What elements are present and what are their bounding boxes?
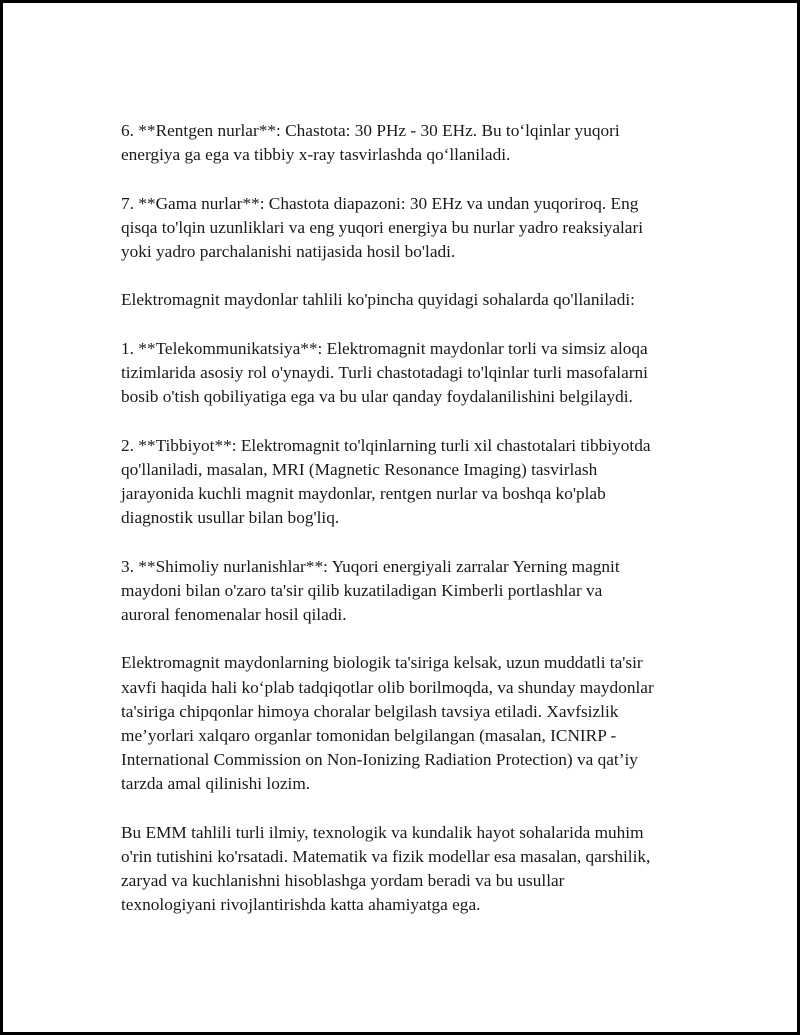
paragraph-x-ray <box>121 119 691 167</box>
text-line: Elektromagnit maydonlar tahlili ko'pincha quyidagi sohalarda qo'llaniladi: <box>121 290 635 310</box>
paragraph-telecommunications <box>121 337 691 410</box>
text-line: tizimlarida asosiy rol o'ynaydi. Turli chastotadagi to'lqinlar turli masofalarni <box>121 362 648 382</box>
text-line: qisqa to'lqin uzunliklari va eng yuqori energiya bu nurlar yadro reaksiyalari <box>121 217 644 237</box>
text-line: 6. **Rentgen nurlar**: Chastota: 30 PHz - 30 EHz. Bu to‘lqinlar yuqori <box>121 121 620 140</box>
text-line: 7. **Gama nurlar**: Chastota diapazoni: 30 EHz va undan yuqoriroq. Eng <box>121 193 639 213</box>
text-line: texnologiyani rivojlantirishda katta ahamiyatga ega. <box>121 895 481 915</box>
text-line: auroral fenomenalar hosil qiladi. <box>121 604 347 624</box>
text-line: zaryad va kuchlanishni hisoblashga yordam beradi va bu usullar <box>121 871 565 891</box>
text-line: me’yorlari xalqaro organlar tomonidan belgilangan (masalan, ICNIRP - <box>121 725 617 745</box>
text-line: diagnostik usullar bilan bog'liq. <box>121 508 340 528</box>
text-line: xavfi haqida hali ko‘plab tadqiqotlar olib borilmoqda, va shunday maydonlar <box>121 677 654 697</box>
paragraph-medicine <box>121 434 691 531</box>
text-line: o'rin tutishini ko'rsatadi. Matematik va fizik modellar esa masalan, qarshilik, <box>121 846 651 866</box>
text-line: ta'siriga chipqonlar himoya choralar belgilash tavsiya etiladi. Xavfsizlik <box>121 701 619 721</box>
text-line: 3. **Shimoliy nurlanishlar**: Yuqori energiyali zarralar Yerning magnit <box>121 556 620 576</box>
paragraph-conclusion <box>121 821 691 918</box>
text-line: yoki yadro parchalanishi natijasida hosil bo'ladi. <box>121 242 456 261</box>
text-line: qo'llaniladi, masalan, MRI (Magnetic Resonance Imaging) tasvirlash <box>121 459 598 479</box>
paragraph-biological-effects <box>121 651 691 796</box>
text-line: 1. **Telekommunikatsiya**: Elektromagnit maydonlar torli va simsiz aloqa <box>121 338 648 358</box>
text-line: energiya ga ega va tibbiy x-ray tasvirlashda qo‘llaniladi. <box>121 145 511 165</box>
text-line: jarayonida kuchli magnit maydonlar, rentgen nurlar va boshqa ko'plab <box>121 483 606 503</box>
text-line: Bu EMM tahlili turli ilmiy, texnologik va kundalik hayot sohalarida muhim <box>121 822 644 842</box>
document-body <box>121 119 691 918</box>
paragraph-applications-intro <box>121 288 691 312</box>
paragraph-aurora <box>121 555 691 628</box>
text-line: tarzda amal qilinishi lozim. <box>121 774 311 794</box>
text-line: Elektromagnit maydonlarning biologik ta'siriga kelsak, uzun muddatli ta'sir <box>121 653 643 673</box>
paragraph-gamma-rays <box>121 192 691 265</box>
text-line: International Commission on Non-Ionizing Radiation Protection) va qat’iy <box>121 750 638 770</box>
text-line: maydoni bilan o'zaro ta'sir qilib kuzatiladigan Kimberli portlashlar va <box>121 580 603 600</box>
text-line: 2. **Tibbiyot**: Elektromagnit to'lqinlarning turli xil chastotalari tibbiyotda <box>121 435 651 455</box>
text-line: bosib o'tish qobiliyatiga ega va bu ular qanday foydalanilishini belgilaydi. <box>121 387 633 407</box>
